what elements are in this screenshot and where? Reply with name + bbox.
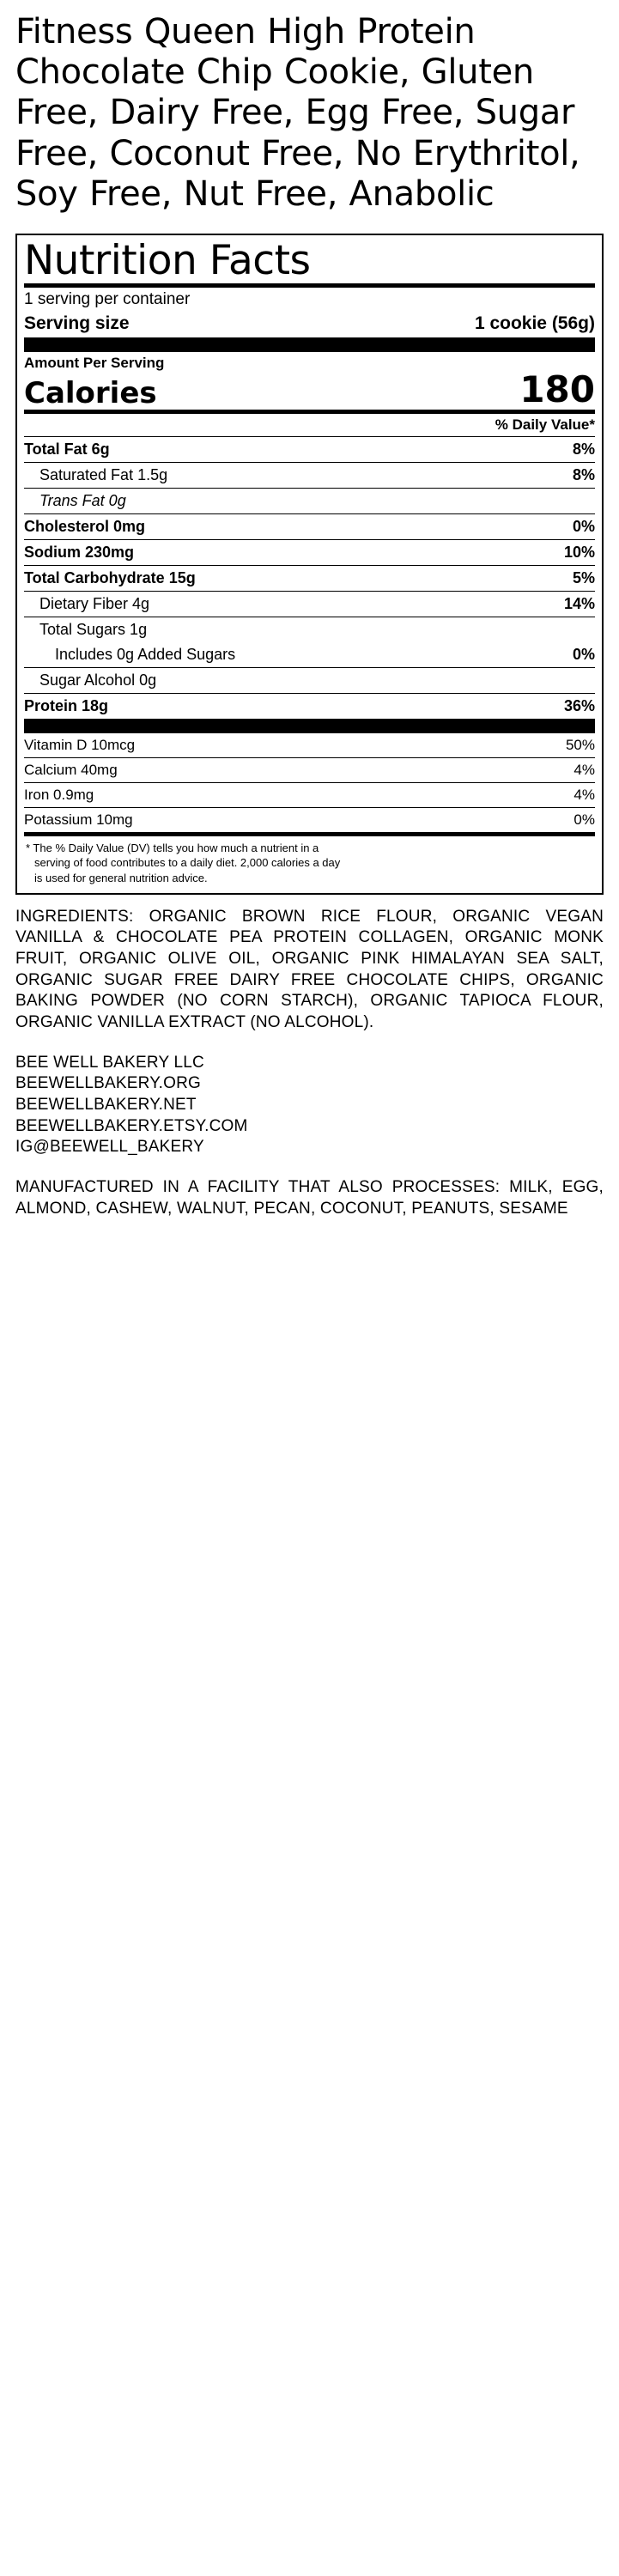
footnote-line-1: * The % Daily Value (DV) tells you how much a nutrient in a: [26, 841, 319, 854]
nutrient-dv: 8%: [572, 465, 595, 483]
vitamin-dv: 4%: [573, 761, 595, 778]
company-website-etsy: BEEWELLBAKERY.ETSY.COM: [15, 1116, 248, 1135]
nutrient-name: Cholesterol 0mg: [24, 517, 146, 535]
vitamin-name: Iron 0.9mg: [24, 786, 94, 803]
servings-per-container: 1 serving per container: [24, 289, 191, 308]
nutrient-dv: 5%: [572, 568, 595, 586]
table-row: [24, 565, 595, 591]
company-website-org: BEEWELLBAKERY.ORG: [15, 1074, 202, 1093]
table-row: [24, 757, 595, 782]
table-row: [24, 807, 595, 832]
amount-per-serving-label: Amount Per Serving: [24, 354, 165, 371]
serving-size-value: 1 cookie (56g): [474, 313, 595, 333]
nutrient-name: Sodium 230mg: [24, 543, 135, 561]
nutrient-dv: 36%: [563, 696, 595, 714]
table-row: [24, 642, 595, 667]
vitamin-name: Calcium 40mg: [24, 761, 118, 778]
company-social-handle: IG@BEEWELL_BAKERY: [15, 1138, 204, 1157]
daily-value-footnote: [24, 832, 595, 888]
table-row: [24, 539, 595, 565]
nutrient-dv: 14%: [563, 594, 595, 612]
nutrient-name: Sugar Alcohol 0g: [39, 671, 157, 689]
table-row: [24, 513, 595, 539]
company-name: BEE WELL BAKERY LLC: [15, 1053, 204, 1072]
vitamin-dv: 50%: [565, 736, 595, 753]
table-row: [24, 693, 595, 719]
table-row: [24, 782, 595, 807]
table-row: [24, 591, 595, 617]
page-title: Fitness Queen High Protein Chocolate Chip Cookie, Gluten Free, Dairy Free, Egg Free, Sugar Free, Coconut Free, No Erythritol, Soy Free, Nut Free, Anabolic: [15, 12, 580, 214]
nutrient-name: Total Carbohydrate 15g: [24, 568, 196, 586]
vitamin-dv: 0%: [573, 811, 595, 828]
nutrient-name: Dietary Fiber 4g: [39, 594, 150, 612]
table-row: [24, 733, 595, 757]
nutrient-name: Total Fat 6g: [24, 440, 110, 458]
nutrient-name: Includes 0g Added Sugars: [55, 645, 236, 663]
ingredients-text: INGREDIENTS: ORGANIC BROWN RICE FLOUR, ORGANIC VEGAN VANILLA & CHOCOLATE PEA PROTEIN COLLAGEN, ORGANIC MONK FRUIT, ORGANIC OLIVE OIL, ORGANIC PINK HIMALAYAN SEA SALT, ORGANIC SUGAR FREE DAIRY FREE CHOCOLATE CHIPS, ORGANIC BAKING POWDER (NO CORN STARCH), ORGANIC TAPIOCA FLOUR, ORGANIC VANILLA EXTRACT (NO ALCOHOL).: [15, 907, 604, 1031]
nutrient-dv: 0%: [572, 517, 595, 535]
table-row: [24, 462, 595, 488]
nutrition-facts-panel: [15, 234, 604, 895]
table-row: [24, 667, 595, 693]
nutrient-rows: [24, 436, 595, 719]
nutrient-name: Trans Fat 0g: [39, 491, 126, 509]
calories-row: [24, 368, 595, 410]
calories-value: 180: [519, 368, 595, 410]
calories-label: Calories: [24, 375, 157, 410]
nutrient-dv: 0%: [572, 645, 595, 663]
footnote-line-3: is used for general nutrition advice.: [34, 871, 208, 884]
company-website-net: BEEWELLBAKERY.NET: [15, 1096, 197, 1115]
daily-value-header: % Daily Value*: [495, 416, 595, 433]
nutrient-name: Protein 18g: [24, 696, 109, 714]
vitamin-dv: 4%: [573, 786, 595, 803]
serving-size-row: [24, 312, 595, 337]
serving-size-label: Serving size: [24, 313, 130, 333]
nutrient-name: Saturated Fat 1.5g: [39, 465, 168, 483]
nutrition-facts-title: Nutrition Facts: [24, 236, 311, 284]
table-row: [24, 488, 595, 513]
vitamin-rows: [24, 733, 595, 832]
vitamin-name: Potassium 10mg: [24, 811, 133, 828]
divider-before-vitamins: [24, 719, 595, 733]
product-label-page: [0, 0, 619, 1247]
table-row: [24, 436, 595, 462]
company-info: [15, 1053, 604, 1158]
table-row: [24, 617, 595, 642]
allergen-statement: MANUFACTURED IN A FACILITY THAT ALSO PROCESSES: MILK, EGG, ALMOND, CASHEW, WALNUT, PECAN, COCONUT, PEANUTS, SESAME: [15, 1178, 604, 1218]
nutrient-dv: 8%: [572, 440, 595, 458]
footnote-line-2: serving of food contributes to a daily diet. 2,000 calories a day: [34, 856, 341, 870]
nutrient-dv: 10%: [563, 543, 595, 561]
nutrient-name: Total Sugars 1g: [39, 620, 148, 638]
divider-thick-top: [24, 337, 595, 352]
vitamin-name: Vitamin D 10mcg: [24, 736, 136, 753]
